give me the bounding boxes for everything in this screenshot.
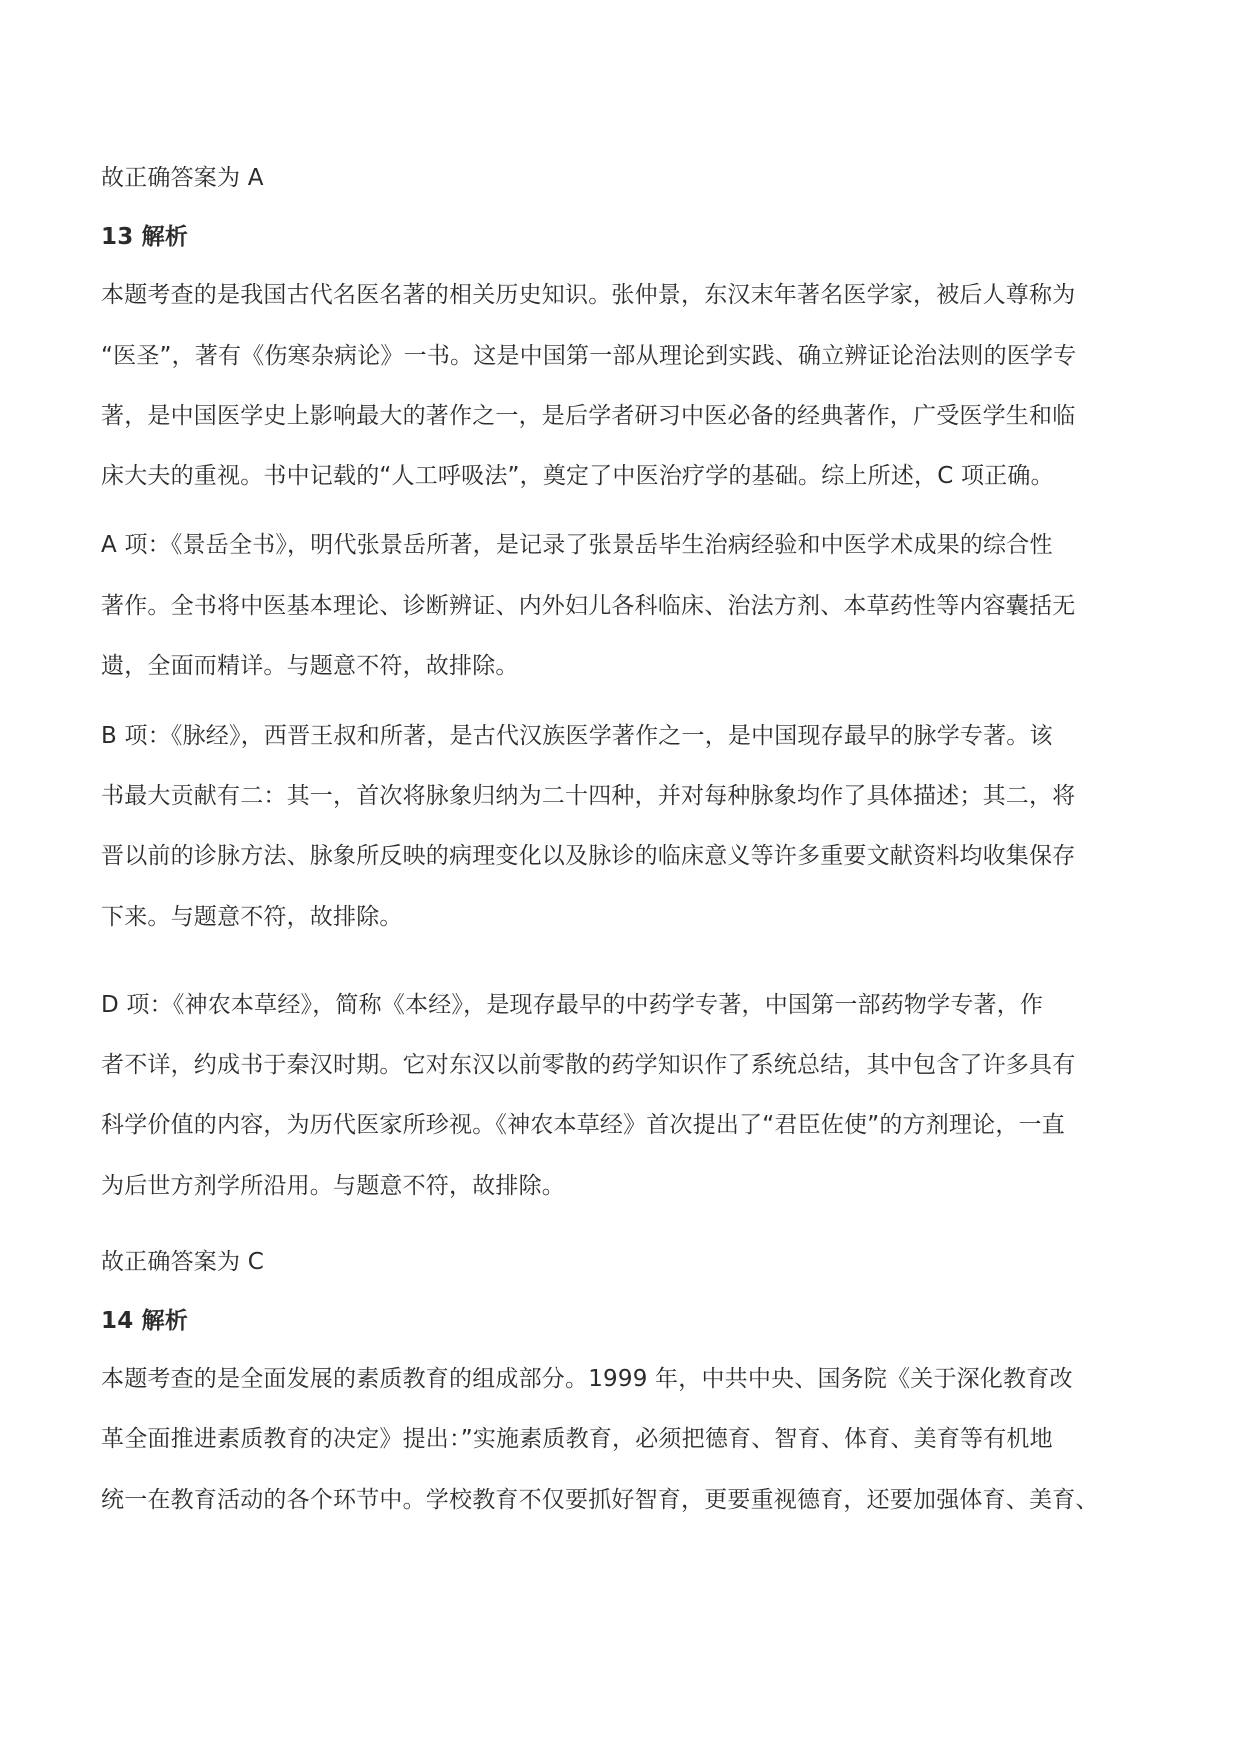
option-d-line: D 项：《神农本草经》，简称《本经》，是现存最早的中药学专著，中国第一部药物学专著，作: [101, 992, 1044, 1018]
paragraph-line: 统一在教育活动的各个环节中。学校教育不仅要抓好智育，更要重视德育，还要加强体育、美育、: [101, 1487, 1099, 1513]
section-heading-14: 14 解析: [101, 1308, 189, 1334]
paragraph-line: 本题考查的是我国古代名医名著的相关历史知识。张仲景，东汉末年著名医学家，被后人尊称为: [101, 282, 1076, 308]
paragraph-line: 革全面推进素质教育的决定》提出：”实施素质教育，必须把德育、智育、体育、美育等有机地: [101, 1426, 1053, 1452]
answer-line-12: 故正确答案为 A: [101, 165, 264, 191]
paragraph-line: 床大夫的重视。书中记载的“人工呼吸法”，奠定了中医治疗学的基础。综上所述，C 项正确。: [101, 463, 1054, 489]
paragraph-line: 者不详，约成书于秦汉时期。它对东汉以前零散的药学知识作了系统总结，其中包含了许多具有: [101, 1052, 1076, 1078]
option-a-line: A 项：《景岳全书》，明代张景岳所著，是记录了张景岳毕生治病经验和中医学术成果的综合性: [101, 532, 1053, 558]
answer-line-13: 故正确答案为 C: [101, 1249, 264, 1275]
option-b-line: B 项：《脉经》，西晋王叔和所著，是古代汉族医学著作之一，是中国现存最早的脉学专著。该: [101, 723, 1053, 749]
paragraph-line: 为后世方剂学所沿用。与题意不符，故排除。: [101, 1173, 565, 1199]
paragraph-line: 著作。全书将中医基本理论、诊断辨证、内外妇儿各科临床、治法方剂、本草药性等内容囊括无: [101, 593, 1076, 619]
paragraph-line: 著，是中国医学史上影响最大的著作之一，是后学者研习中医必备的经典著作，广受医学生和临: [101, 403, 1076, 429]
paragraph-line: 晋以前的诊脉方法、脉象所反映的病理变化以及脉诊的临床意义等许多重要文献资料均收集保存: [101, 843, 1076, 869]
paragraph-line: 本题考查的是全面发展的素质教育的组成部分。1999 年，中共中央、国务院《关于深化教育改: [101, 1366, 1073, 1392]
paragraph-line: 遗，全面而精详。与题意不符，故排除。: [101, 653, 519, 679]
paragraph-line: 书最大贡献有二：其一，首次将脉象归纳为二十四种，并对每种脉象均作了具体描述；其二，将: [101, 783, 1076, 809]
section-heading-13: 13 解析: [101, 224, 189, 250]
paragraph-line: 下来。与题意不符，故排除。: [101, 904, 403, 930]
paragraph-line: 科学价值的内容，为历代医家所珍视。《神农本草经》首次提出了“君臣佐使”的方剂理论，一直: [101, 1112, 1065, 1138]
paragraph-line: “医圣”，著有《伤寒杂病论》一书。这是中国第一部从理论到实践、确立辨证论治法则的医学专: [101, 343, 1077, 369]
